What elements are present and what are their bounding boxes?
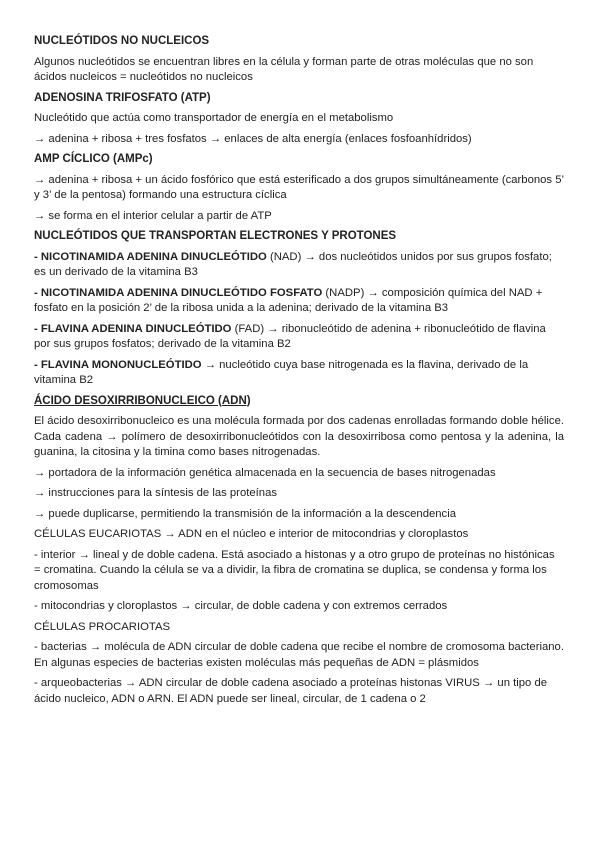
adn-function-1: → portadora de la información genética almacenada en la secuencia de bases nitrogenadas xyxy=(34,466,496,479)
intro-paragraph: Algunos nucleótidos se encuentran libres en la célula y forman parte de otras moléculas que no son ácidos nucleicos = nucleótidos no nucleicos xyxy=(34,55,534,83)
section-title-transportadores: NUCLEÓTIDOS QUE TRANSPORTAN ELECTRONES Y PROTONES xyxy=(34,230,397,242)
amp-paragraph-1: → adenina + ribosa + un ácido fosfórico que está esterificado a dos grupos simultáneamente (carbonos 5’ y 3’ de la pentosa) formando una estructura cíclica xyxy=(34,173,564,201)
section-title-nucleotidos-no-nucleicos: NUCLEÓTIDOS NO NUCLEICOS xyxy=(34,35,210,47)
adn-function-3: → puede duplicarse, permitiendo la transmisión de la información a la descendencia xyxy=(34,507,456,520)
nadp-item xyxy=(34,286,564,317)
atp-paragraph-2: → adenina + ribosa + tres fosfatos → enlaces de alta energía (enlaces fosfoanhídridos) xyxy=(34,132,472,145)
fmn-name: - FLAVINA MONONUCLEÓTIDO xyxy=(34,358,202,371)
eukaryotic-heading: CÉLULAS EUCARIOTAS → ADN en el núcleo e interior de mitocondrias y cloroplastos xyxy=(34,528,469,540)
fmn-desc: → nucleótido cuya base nitrogenada es la flavina, derivado de la vitamina B2 xyxy=(34,358,529,386)
fad-name: - FLAVINA ADENINA DINUCLEÓTIDO xyxy=(34,322,232,335)
atp-heading: ADENOSINA TRIFOSFATO (ATP) xyxy=(34,91,211,104)
fad-desc: (FAD) → ribonucleótido de adenina + ribonucleótido de flavina por sus grupos fosfatos; derivado de la vitamina B2 xyxy=(34,322,546,350)
amp-heading: AMP CÍCLICO (AMPc) xyxy=(34,153,153,165)
nad-desc: (NAD) → dos nucleótidos unidos por sus grupos fosfato; es un derivado de la vitamina B3 xyxy=(34,250,552,278)
eukaryotic-item-2: - mitocondrias y cloroplastos → circular, de doble cadena y con extremos cerrados xyxy=(34,600,448,612)
nadp-desc: (NADP) → composición química del NAD + fosfato en la posición 2’ de la ribosa unida a la adenina; derivado de la vitamina B3 xyxy=(34,286,543,314)
amp-paragraph-2: → se forma en el interior celular a partir de ATP xyxy=(34,209,272,222)
nad-item xyxy=(34,250,564,281)
prokaryotic-item-2: - arqueobacterias → ADN circular de doble cadena asociado a proteínas histonas VIRUS → un tipo de ácido nucleico, ADN o ARN. El ADN puede ser lineal, circular, de 1 cadena o 2 xyxy=(34,677,548,705)
fad-item xyxy=(34,322,564,353)
fmn-item xyxy=(34,358,564,389)
atp-paragraph-1: Nucleótido que actúa como transportador de energía en el metabolismo xyxy=(34,112,394,124)
nad-name: - NICOTINAMIDA ADENINA DINUCLEÓTIDO xyxy=(34,250,267,263)
adn-definition: El ácido desoxirribonucleico es una molécula formada por dos cadenas enrolladas formando doble hélice. Cada cadena → polímero de desoxirribonucleótidos con la desoxirribosa como pentosa y la adenina, la guanina, la citosina y la timina como bases nitrogenadas. xyxy=(34,415,564,458)
section-title-adn: ÁCIDO DESOXIRRIBONUCLEICO (ADN) xyxy=(34,394,251,407)
prokaryotic-heading: CÉLULAS PROCARIOTAS xyxy=(34,620,171,633)
adn-function-2: → instrucciones para la síntesis de las proteínas xyxy=(34,487,278,499)
nadp-name: - NICOTINAMIDA ADENINA DINUCLEÓTIDO FOSFATO xyxy=(34,286,323,299)
prokaryotic-item-1: - bacterias → molécula de ADN circular de doble cadena que recibe el nombre de cromosoma bacteriano. En algunas especies de bacterias existen moléculas más pequeñas de ADN = plásmidos xyxy=(34,641,564,669)
eukaryotic-item-1: - interior → lineal y de doble cadena. Está asociado a histonas y a otro grupo de proteínas no histónicas = cromatina. Cuando la célula se va a dividir, la fibra de cromatina se duplica, se condensa y forma los cromosomas xyxy=(34,548,555,592)
